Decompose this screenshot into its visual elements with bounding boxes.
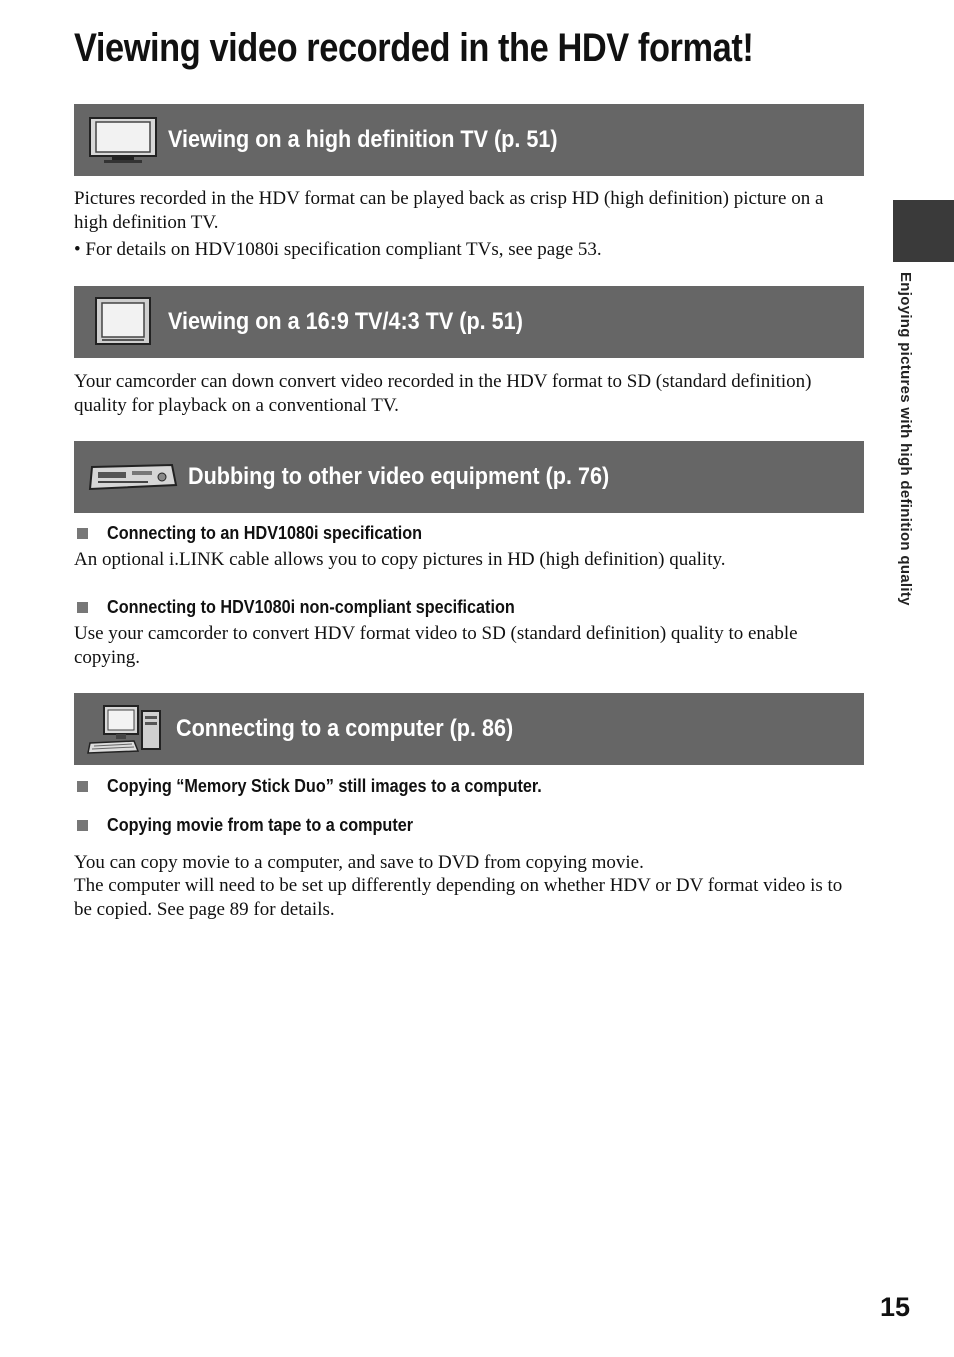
section-paragraph: The computer will need to be set up differently depending on whether HDV or DV format video is to be copied. See page 89 for details. [74,875,843,920]
section-heading: Viewing on a high definition TV (p. 51) [168,126,558,153]
subsection-heading: Connecting to HDV1080i non-compliant specification [74,597,560,618]
section-paragraph: Your camcorder can down convert video recorded in the HDV format to SD (standard definition) quality for playback on a conventional TV. [74,371,812,416]
section-header-hd-tv [74,104,864,176]
subsection-text: Use your camcorder to convert HDV format video to SD (standard definition) quality to enable copying. [74,623,798,668]
subsection-heading: Copying movie from tape to a computer [74,815,447,836]
section-paragraph: You can copy movie to a computer, and save to DVD from copying movie. [74,852,644,873]
section-header-standard-tv [74,286,864,358]
square-bullet-icon [77,781,88,792]
square-bullet-icon [77,602,88,613]
side-tab-label: Enjoying pictures with high definition quality [897,272,914,606]
subsection-heading: Copying “Memory Stick Duo” still images to a computer. [74,776,590,797]
side-tab-marker [893,200,954,262]
section-heading: Connecting to a computer (p. 86) [176,715,514,742]
square-bullet-icon [77,820,88,831]
subsection-heading: Connecting to an HDV1080i specification [74,523,457,544]
vcr-icon [86,461,178,498]
section-heading: Viewing on a 16:9 TV/4:3 TV (p. 51) [168,308,523,335]
section-header-dubbing [74,441,864,513]
section-note: • For details on HDV1080i specification compliant TVs, see page 53. [74,239,602,260]
square-bullet-icon [77,528,88,539]
page-number: 15 [880,1292,911,1322]
subsection-text: An optional i.LINK cable allows you to copy pictures in HD (high definition) quality. [74,549,726,570]
widescreen-tv-icon [88,116,158,169]
computer-icon [86,703,164,762]
section-heading: Dubbing to other video equipment (p. 76) [188,463,610,490]
section-paragraph: Pictures recorded in the HDV format can be played back as crisp HD (high definition) picture on a high definition TV. [74,188,824,233]
section-header-computer [74,693,864,765]
standard-tv-icon [94,296,152,351]
page-title: Viewing video recorded in the HDV format! [74,26,754,70]
